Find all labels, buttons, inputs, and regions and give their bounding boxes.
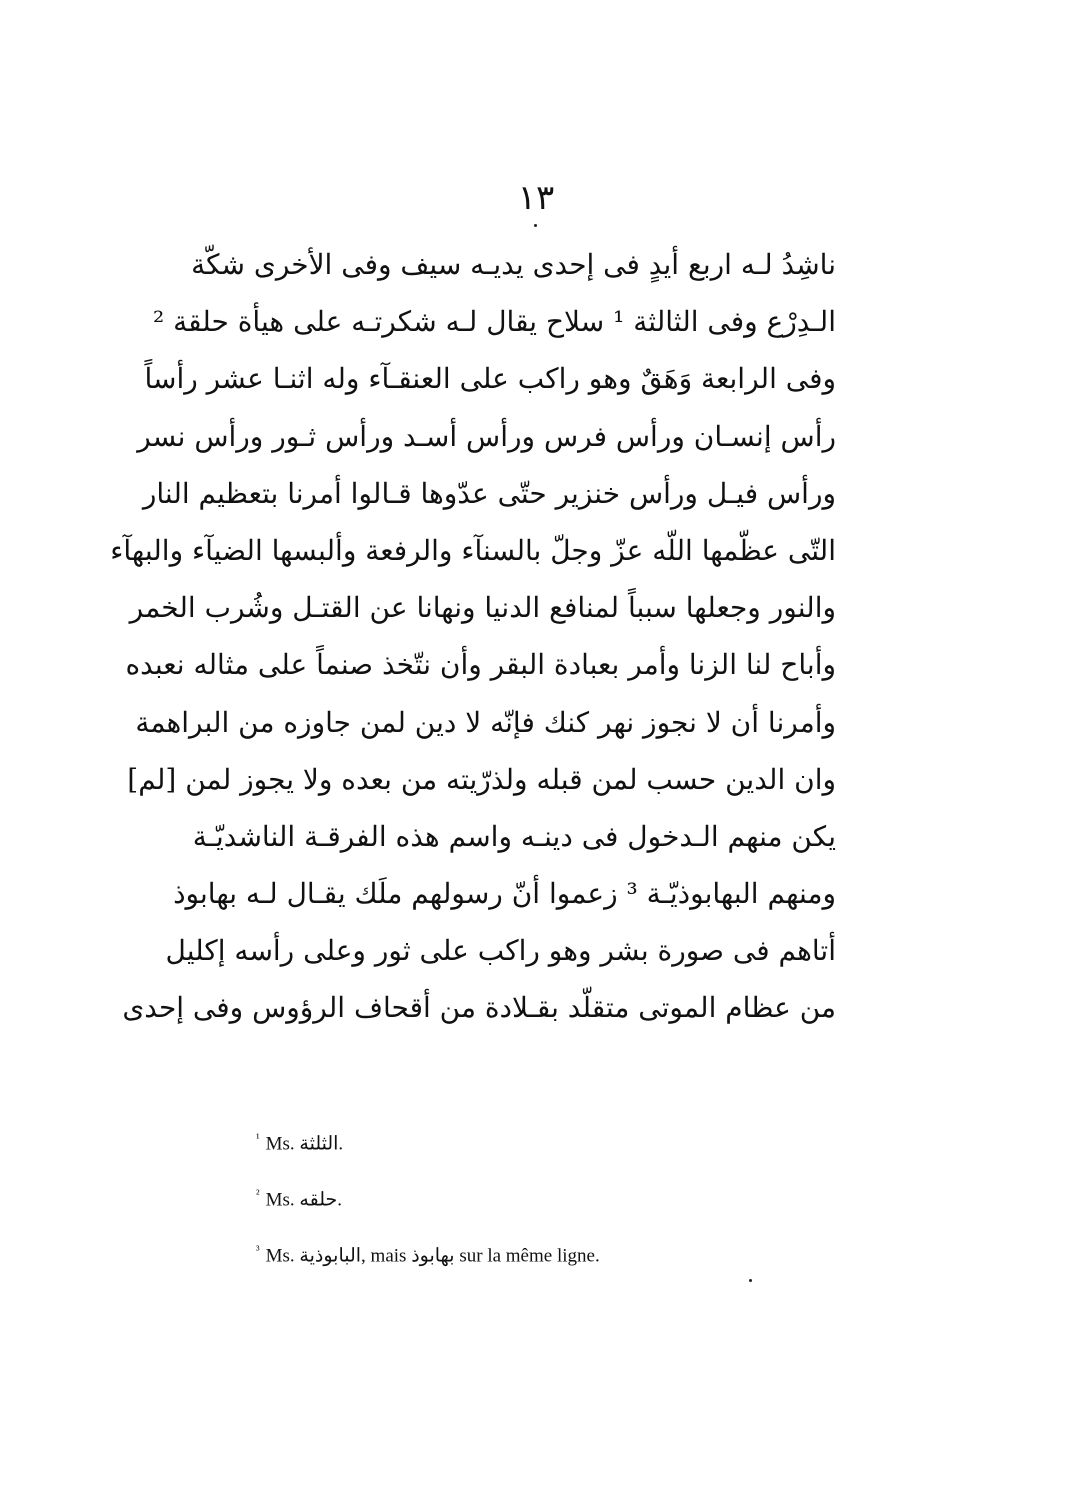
- text-line: وأباح لنا الزنا وأمر بعبادة البقر وأن نتّخذ صنماً على مثاله نعبده: [125, 648, 836, 682]
- text-line: يكن منهم الـدخول فى دينـه واسم هذه الفرقـة الناشديّـة: [192, 819, 836, 853]
- footnote-text: Ms. الثلثة.: [265, 1133, 344, 1155]
- text-line: ورأس فيـل ورأس خنزير حتّى عدّوها قـالوا أمرنا بتعظيم النار: [142, 476, 836, 510]
- text-line: من عظام الموتى متقلّد بقـلادة من أقحاف الرؤوس وفى إحدى: [122, 991, 836, 1025]
- main-text: [110, 236, 836, 1037]
- text-line: وان الدين حسب لمن قبله ولذرّيته من بعده ولا يجوز لمن [لم]: [127, 762, 836, 796]
- footnote: [256, 1174, 736, 1230]
- text-line: وأمرنا أن لا نجوز نهر كنك فإنّه لا دين لمن جاوزه من البراهمة: [135, 705, 836, 739]
- text-line: رأس إنسـان ورأس فرس ورأس أسـد ورأس ثـور ورأس نسر: [137, 419, 836, 453]
- scan-speck: [749, 1279, 752, 1282]
- text-line: ومنهم البهابوذيّـة ³ زعموا أنّ رسولهم ملَك يقـال لـه بهابوذ: [173, 877, 836, 911]
- footnotes: [256, 1118, 736, 1286]
- text-line: أتاهم فى صورة بشر وهو راكب على ثور وعلى رأسه إكليل: [165, 934, 836, 968]
- footnote: [256, 1230, 736, 1286]
- scan-speck: [534, 224, 537, 227]
- text-line: والنور وجعلها سبباً لمنافع الدنيا ونهانا عن القتـل وشُرب الخمر: [129, 591, 836, 625]
- footnote-text: Ms. حلقه.: [265, 1189, 342, 1211]
- text-line: التّى عظّمها اللّه عزّ وجلّ بالسنآء والرفعة وألبسها الضيآء والبهآء: [110, 533, 836, 567]
- text-line: الـدِرْع وفى الثالثة ¹ سلاح يقال لـه شكرتـه على هيأة حلقة ²: [152, 305, 836, 339]
- footnote-mark: ²: [256, 1187, 260, 1201]
- footnote-text: Ms. البابوذية, mais بهابوذ sur la même ligne.: [265, 1245, 600, 1267]
- text-line: ناشِدُ لـه اربع أيدٍ فى إحدى يديـه سيف وفى الأخرى شكّة: [191, 248, 836, 281]
- footnote: [256, 1118, 736, 1174]
- text-line: وفى الرابعة وَهَقٌ وهو راكب على العنقـآء وله اثنـا عشر رأساً: [144, 362, 836, 396]
- footnote-mark: ³: [256, 1243, 260, 1257]
- footnote-mark: ¹: [256, 1131, 260, 1145]
- page-number: ١٣: [517, 178, 555, 218]
